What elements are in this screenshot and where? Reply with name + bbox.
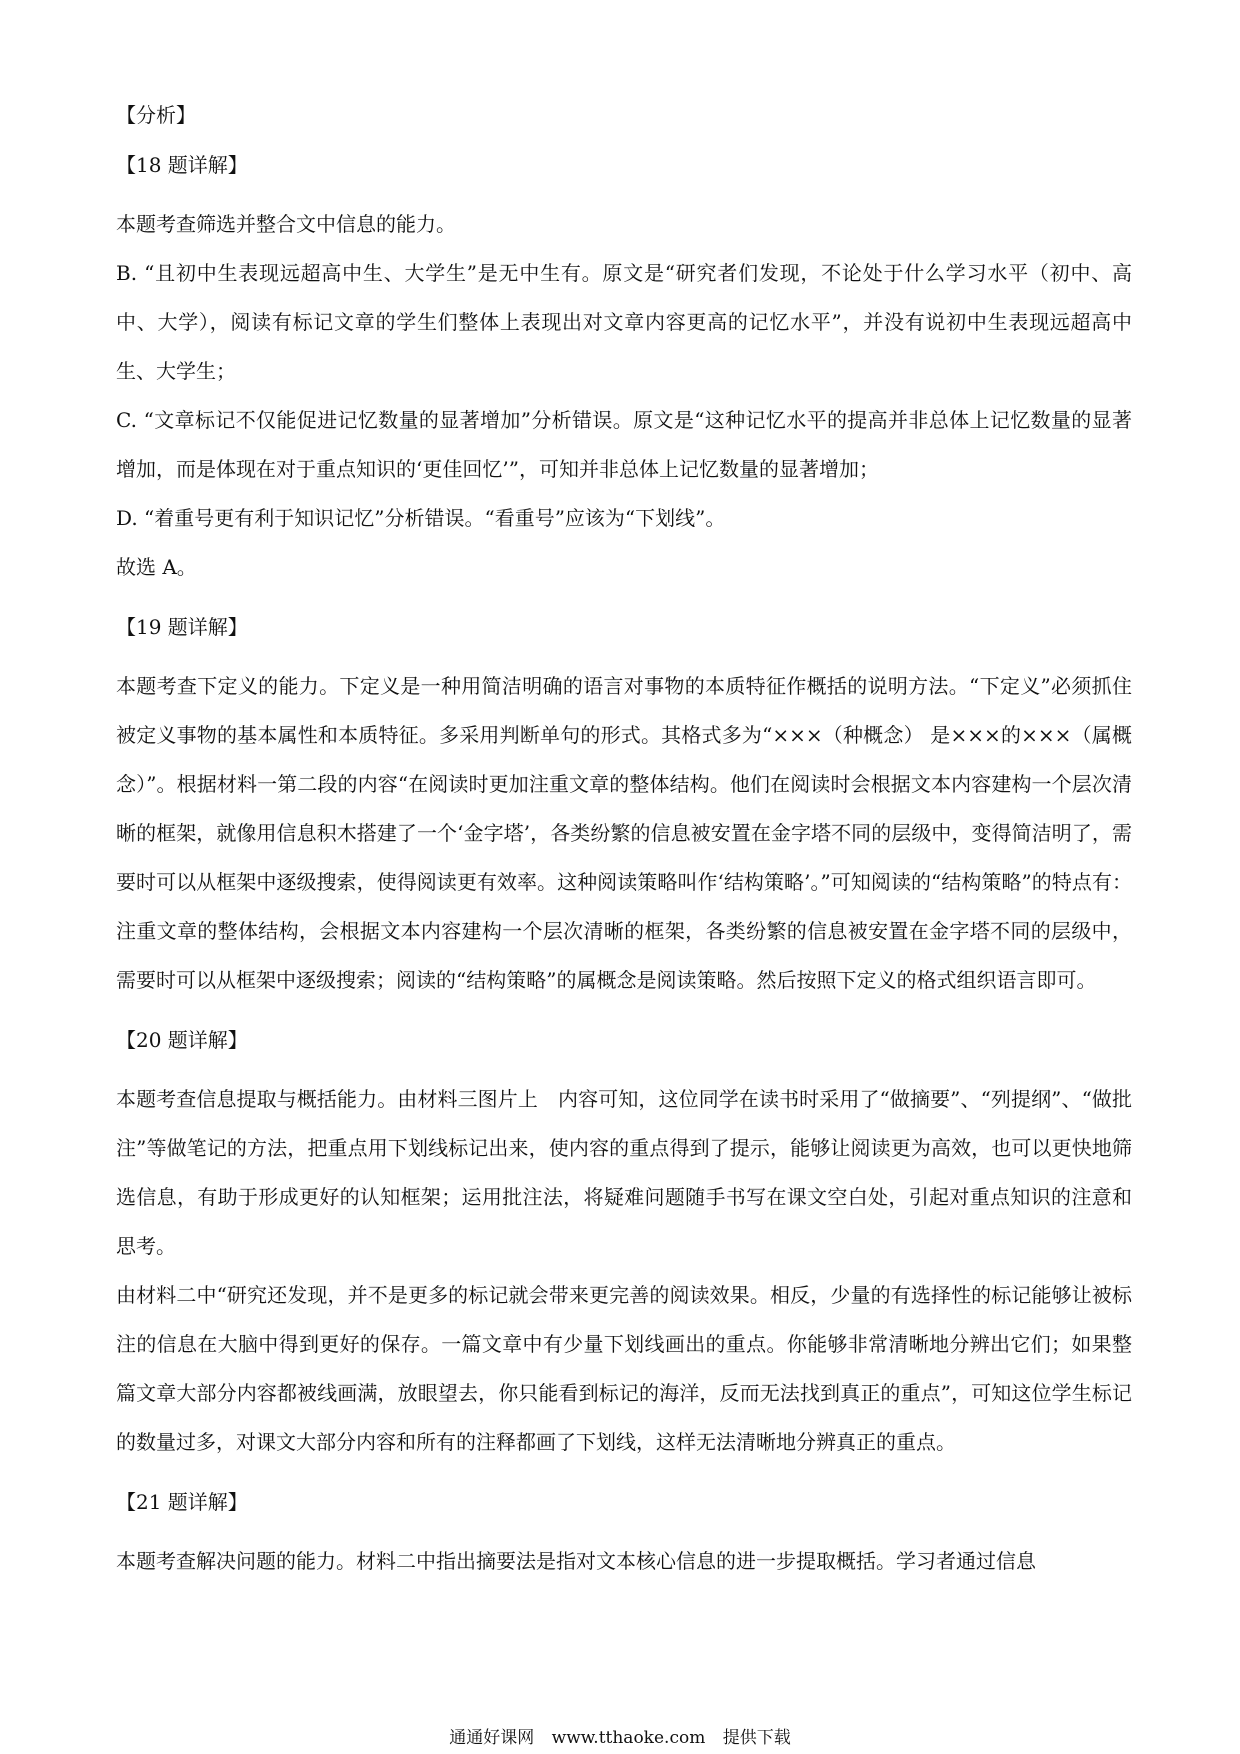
q20-section (116, 1025, 1132, 1467)
footer-site-name: 通通好课网 (449, 1728, 535, 1748)
q20-heading: 【20 题详解】 (116, 1028, 248, 1052)
q20-paragraph: 由材料二中“研究还发现，并不是更多的标记就会带来更完善的阅读效果。相反，少量的有选择性的标记能够让被标注的信息在大脑中得到更好的保存。一篇文章中有少量下划线画出的重点。你能够非常清晰地分辨出它们；如果整篇文章大部分内容都被线画满，放眼望去，你只能看到标记的海洋，反而无法找到真正的重点”，可知这位学生标记的数量过多，对课文大部分内容和所有的注释都画了下划线，这样无法清晰地分辨真正的重点。 (116, 1283, 1132, 1454)
q18-paragraph: C. “文章标记不仅能促进记忆数量的显著增加”分析错误。原文是“这种记忆水平的提高并非总体上记忆数量的显著增加，而是体现在对于重点知识的‘更佳回忆’”，可知并非总体上记忆数量的显著增加； (116, 408, 1132, 481)
footer-suffix: 提供下载 (722, 1728, 791, 1748)
footer-url[interactable]: www.tthaoke.com (551, 1728, 706, 1748)
page-footer (0, 1726, 1240, 1750)
q18-heading: 【18 题详解】 (116, 153, 248, 177)
q20-paragraph: 本题考查信息提取与概括能力。由材料三图片上 内容可知，这位同学在读书时采用了“做摘要”、“列提纲”、“做批注”等做笔记的方法，把重点用下划线标记出来，使内容的重点得到了提示，能够让阅读更为高效，也可以更快地筛选信息，有助于形成更好的认知框架；运用批注法，将疑难问题随手书写在课文空白处，引起对重点知识的注意和思考。 (116, 1087, 1132, 1258)
q21-paragraph: 本题考查解决问题的能力。材料二中指出摘要法是指对文本核心信息的进一步提取概括。学习者通过信息 (116, 1549, 1036, 1573)
q18-section (116, 150, 1132, 592)
q21-heading: 【21 题详解】 (116, 1490, 248, 1514)
q18-paragraph: 故选 A。 (116, 555, 197, 579)
q19-heading: 【19 题详解】 (116, 615, 248, 639)
q18-paragraph: 本题考查筛选并整合文中信息的能力。 (116, 212, 456, 236)
analysis-heading: 【分析】 (116, 103, 196, 127)
q21-section (116, 1487, 1132, 1586)
document-body (116, 100, 1132, 1606)
q19-paragraph: 本题考查下定义的能力。下定义是一种用简洁明确的语言对事物的本质特征作概括的说明方法。“下定义”必须抓住被定义事物的基本属性和本质特征。多采用判断单句的形式。其格式多为“×××（种概念） 是×××的×××（属概念）”。根据材料一第二段的内容“在阅读时更加注重文章的整体结构。他们在阅读时会根据文本内容建构一个层次清晰的框架，就像用信息积木搭建了一个‘金字塔’，各类纷繁的信息被安置在金字塔不同的层级中，变得简洁明了，需要时可以从框架中逐级搜索，使得阅读更有效率。这种阅读策略叫作‘结构策略’。”可知阅读的“结构策略”的特点有：注重文章的整体结构，会根据文本内容建构一个层次清晰的框架，各类纷繁的信息被安置在金字塔不同的层级中，需要时可以从框架中逐级搜索；阅读的“结构策略”的属概念是阅读策略。然后按照下定义的格式组织语言即可。 (116, 674, 1132, 992)
q18-paragraph: B. “且初中生表现远超高中生、大学生”是无中生有。原文是“研究者们发现，不论处于什么学习水平（初中、高中、大学），阅读有标记文章的学生们整体上表现出对文章内容更高的记忆水平”，并没有说初中生表现远超高中生、大学生； (116, 261, 1132, 383)
q19-section (116, 612, 1132, 1005)
q18-paragraph: D. “着重号更有利于知识记忆”分析错误。“看重号”应该为“下划线”。 (116, 506, 726, 530)
